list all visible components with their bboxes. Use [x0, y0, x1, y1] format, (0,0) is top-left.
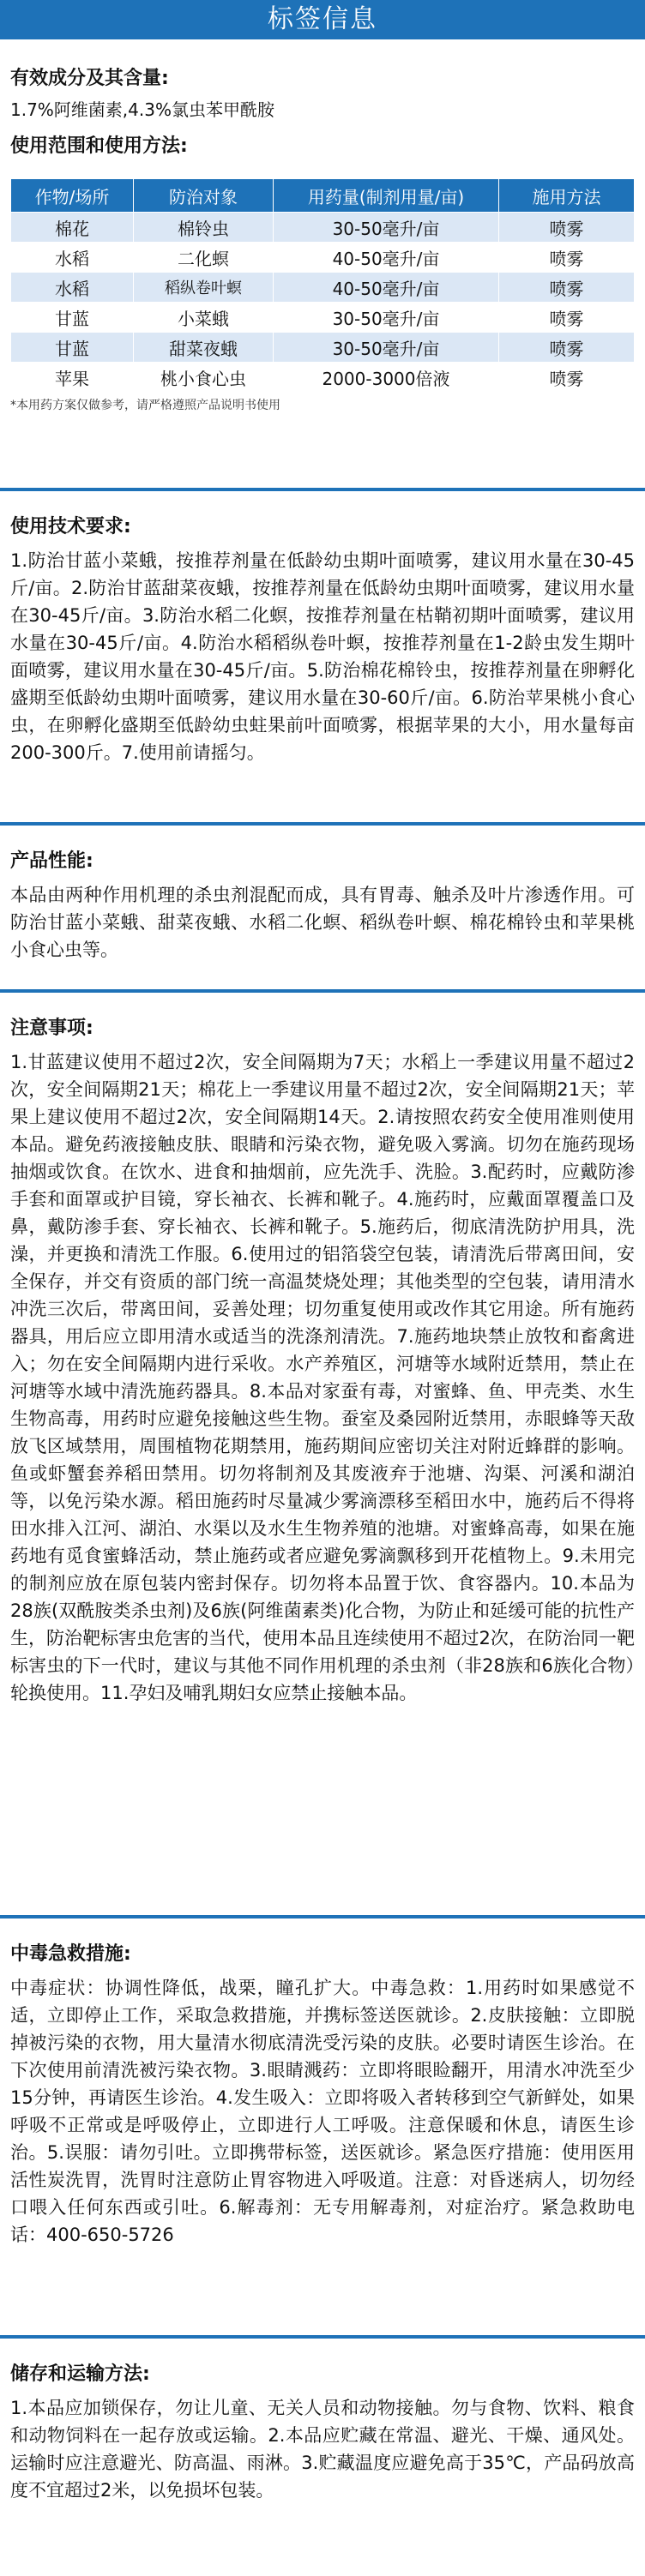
column-header: 施用方法 [499, 179, 635, 213]
column-header: 防治对象 [134, 179, 274, 213]
banner-title: 标签信息 [268, 4, 377, 34]
table-cell: 30-50毫升/亩 [274, 213, 499, 243]
table-cell: 棉花 [11, 213, 134, 243]
table-cell: 30-50毫升/亩 [274, 303, 499, 333]
table-cell: 甜菜夜蛾 [134, 333, 274, 363]
technique-heading: 使用技术要求: [10, 516, 131, 537]
table-cell: 喷雾 [499, 213, 635, 243]
table-cell: 小菜蛾 [134, 303, 274, 333]
table-cell: 水稻 [11, 243, 134, 273]
precautions-heading: 注意事项: [10, 1018, 93, 1039]
section-performance [0, 826, 645, 993]
table-row [11, 243, 635, 273]
table-cell: 40-50毫升/亩 [274, 273, 499, 303]
table-cell: 甘蓝 [11, 303, 134, 333]
table-cell: 2000-3000倍液 [274, 363, 499, 393]
ingredient-heading: 有效成分及其含量: [10, 68, 169, 89]
table-row [11, 303, 635, 333]
usage-table [10, 178, 635, 393]
table-cell: 40-50毫升/亩 [274, 243, 499, 273]
technique-body: 1.防治甘蓝小菜蛾，按推荐剂量在低龄幼虫期叶面喷雾，建议用水量在30-45斤/亩。2.防治甘蓝甜菜夜蛾，按推荐剂量在低龄幼虫期叶面喷雾，建议用水量在30-45斤/亩。3.防治水稻二化螟，按推荐剂量在枯鞘初期叶面喷雾，建议用水量在30-45斤/亩。4.防治水稻稻纵卷叶螟，按推荐剂量在1-2龄虫发生期叶面喷雾，建议用水量在30-45斤/亩。5.防治棉花棉铃虫，按推荐剂量在卵孵化盛期至低龄幼虫期叶面喷雾，建议用水量在30-60斤/亩。6.防治苹果桃小食心虫，在卵孵化盛期至低龄幼虫蛀果前叶面喷雾，根据苹果的大小，用水量每亩200-300斤。7.使用前请摇匀。 [10, 550, 635, 763]
usage-table-header [11, 179, 635, 213]
table-row [11, 363, 635, 393]
storage-heading: 储存和运输方法: [10, 2363, 150, 2385]
poisoning-heading: 中毒急救措施: [10, 1943, 131, 1965]
table-cell: 苹果 [11, 363, 134, 393]
precautions-body: 1.甘蓝建议使用不超过2次，安全间隔期为7天；水稻上一季建议用量不超过2次，安全间隔期21天；棉花上一季建议用量不超过2次，安全间隔期21天；苹果上建议使用不超过2次，安全间隔期14天。2.请按照农药安全使用准则使用本品。避免药液接触皮肤、眼睛和污染衣物，避免吸入雾滴。切勿在施药现场抽烟或饮食。在饮水、进食和抽烟前，应先洗手、洗脸。3.配药时，应戴防渗手套和面罩或护目镜，穿长袖衣、长裤和靴子。4.施药时，应戴面罩覆盖口及鼻，戴防渗手套、穿长袖衣、长裤和靴子。5.施药后，彻底清洗防护用具，洗澡，并更换和清洗工作服。6.使用过的铝箔袋空包装，请清洗后带离田间，安全保存，并交有资质的部门统一高温焚烧处理；其他类型的空包装，请用清水冲洗三次后，带离田间，妥善处理；切勿重复使用或改作其它用途。所有施药器具，用后应立即用清水或适当的洗涤剂清洗。7.施药地块禁止放牧和畜禽进入；勿在安全间隔期内进行采收。水产养殖区，河塘等水域附近禁用，禁止在河塘等水域中清洗施药器具。8.本品对家蚕有毒，对蜜蜂、鱼、甲壳类、水生生物高毒，用药时应避免接触这些生物。蚕室及桑园附近禁用，赤眼蜂等天敌放飞区域禁用，周围植物花期禁用，施药期间应密切关注对附近蜂群的影响。鱼或虾蟹套养稻田禁用。切勿将制剂及其废液弃于池塘、沟渠、河溪和湖泊等，以免污染水源。稻田施药时尽量减少雾滴漂移至稻田水中，施药后不得将田水排入江河、湖泊、水渠以及水生生物养殖的池塘。对蜜蜂高毒，如果在施药地有觅食蜜蜂活动，禁止施药或者应避免雾滴飘移到开花植物上。9.未用完的制剂应放在原包装内密封保存。切勿将本品置于饮、食容器内。10.本品为28族(双酰胺类杀虫剂)及6族(阿维菌素类)化合物，为防止和延缓可能的抗性产生，防治靶标害虫危害的当代，使用本品且连续使用不超过2次，在防治同一靶标害虫的下一代时，建议与其他不同作用机理的杀虫剂（非28族和6族化合物）轮换使用。11.孕妇及哺乳期妇女应禁止接触本品。 [10, 1052, 635, 1703]
table-cell: 甘蓝 [11, 333, 134, 363]
storage-body: 1.本品应加锁保存，勿让儿童、无关人员和动物接触。勿与食物、饮料、粮食和动物饲料在一起存放或运输。2.本品应贮藏在常温、避光、干燥、通风处。运输时应注意避光、防高温、雨淋。3.贮藏温度应避免高于35℃，产品码放高度不宜超过2米，以免损坏包装。 [10, 2398, 635, 2501]
section-technique [0, 491, 645, 826]
performance-body: 本品由两种作用机理的杀虫剂混配而成，具有胃毒、触杀及叶片渗透作用。可防治甘蓝小菜蛾、甜菜夜蛾、水稻二化螟、稻纵卷叶螟、棉花棉铃虫和苹果桃小食心虫等。 [10, 885, 635, 960]
table-cell: 喷雾 [499, 243, 635, 273]
table-cell: 桃小食心虫 [134, 363, 274, 393]
table-cell: 水稻 [11, 273, 134, 303]
usage-heading: 使用范围和使用方法: [10, 135, 188, 157]
column-header: 用药量(制剂用量/亩) [274, 179, 499, 213]
section-precautions [0, 993, 645, 1918]
table-cell: 二化螟 [134, 243, 274, 273]
table-cell: 喷雾 [499, 333, 635, 363]
table-cell: 30-50毫升/亩 [274, 333, 499, 363]
table-row [11, 213, 635, 243]
usage-note: *本用药方案仅做参考，请严格遵照产品说明书使用 [10, 399, 280, 412]
section-ingredients-usage [0, 39, 645, 491]
page-banner [0, 0, 645, 39]
table-cell: 喷雾 [499, 363, 635, 393]
table-row [11, 333, 635, 363]
poisoning-body: 中毒症状：协调性降低，战栗，瞳孔扩大。中毒急救：1.用药时如果感觉不适，立即停止工作，采取急救措施，并携标签送医就诊。2.皮肤接触：立即脱掉被污染的衣物，用大量清水彻底清洗受污染的皮肤。必要时请医生诊治。在下次使用前清洗被污染衣物。3.眼睛溅药：立即将眼睑翻开，用清水冲洗至少15分钟，再请医生诊治。4.发生吸入：立即将吸入者转移到空气新鲜处，如果呼吸不正常或是呼吸停止，立即进行人工呼吸。注意保暖和休息，请医生诊治。5.误服：请勿引吐。立即携带标签，送医就诊。紧急医疗措施：使用医用活性炭洗胃，洗胃时注意防止胃容物进入呼吸道。注意：对昏迷病人，切勿经口喂入任何东西或引吐。6.解毒剂：无专用解毒剂，对症治疗。紧急救助电话：400-650-5726 [10, 1978, 635, 2245]
table-cell: 稻纵卷叶螟 [134, 273, 274, 303]
table-row [11, 273, 635, 303]
section-storage [0, 2339, 645, 2576]
table-cell: 喷雾 [499, 303, 635, 333]
table-cell: 棉铃虫 [134, 213, 274, 243]
column-header: 作物/场所 [11, 179, 134, 213]
table-cell: 喷雾 [499, 273, 635, 303]
section-poisoning [0, 1918, 645, 2339]
ingredient-value: 1.7%阿维菌素,4.3%氯虫苯甲酰胺 [10, 99, 274, 120]
performance-heading: 产品性能: [10, 850, 93, 872]
